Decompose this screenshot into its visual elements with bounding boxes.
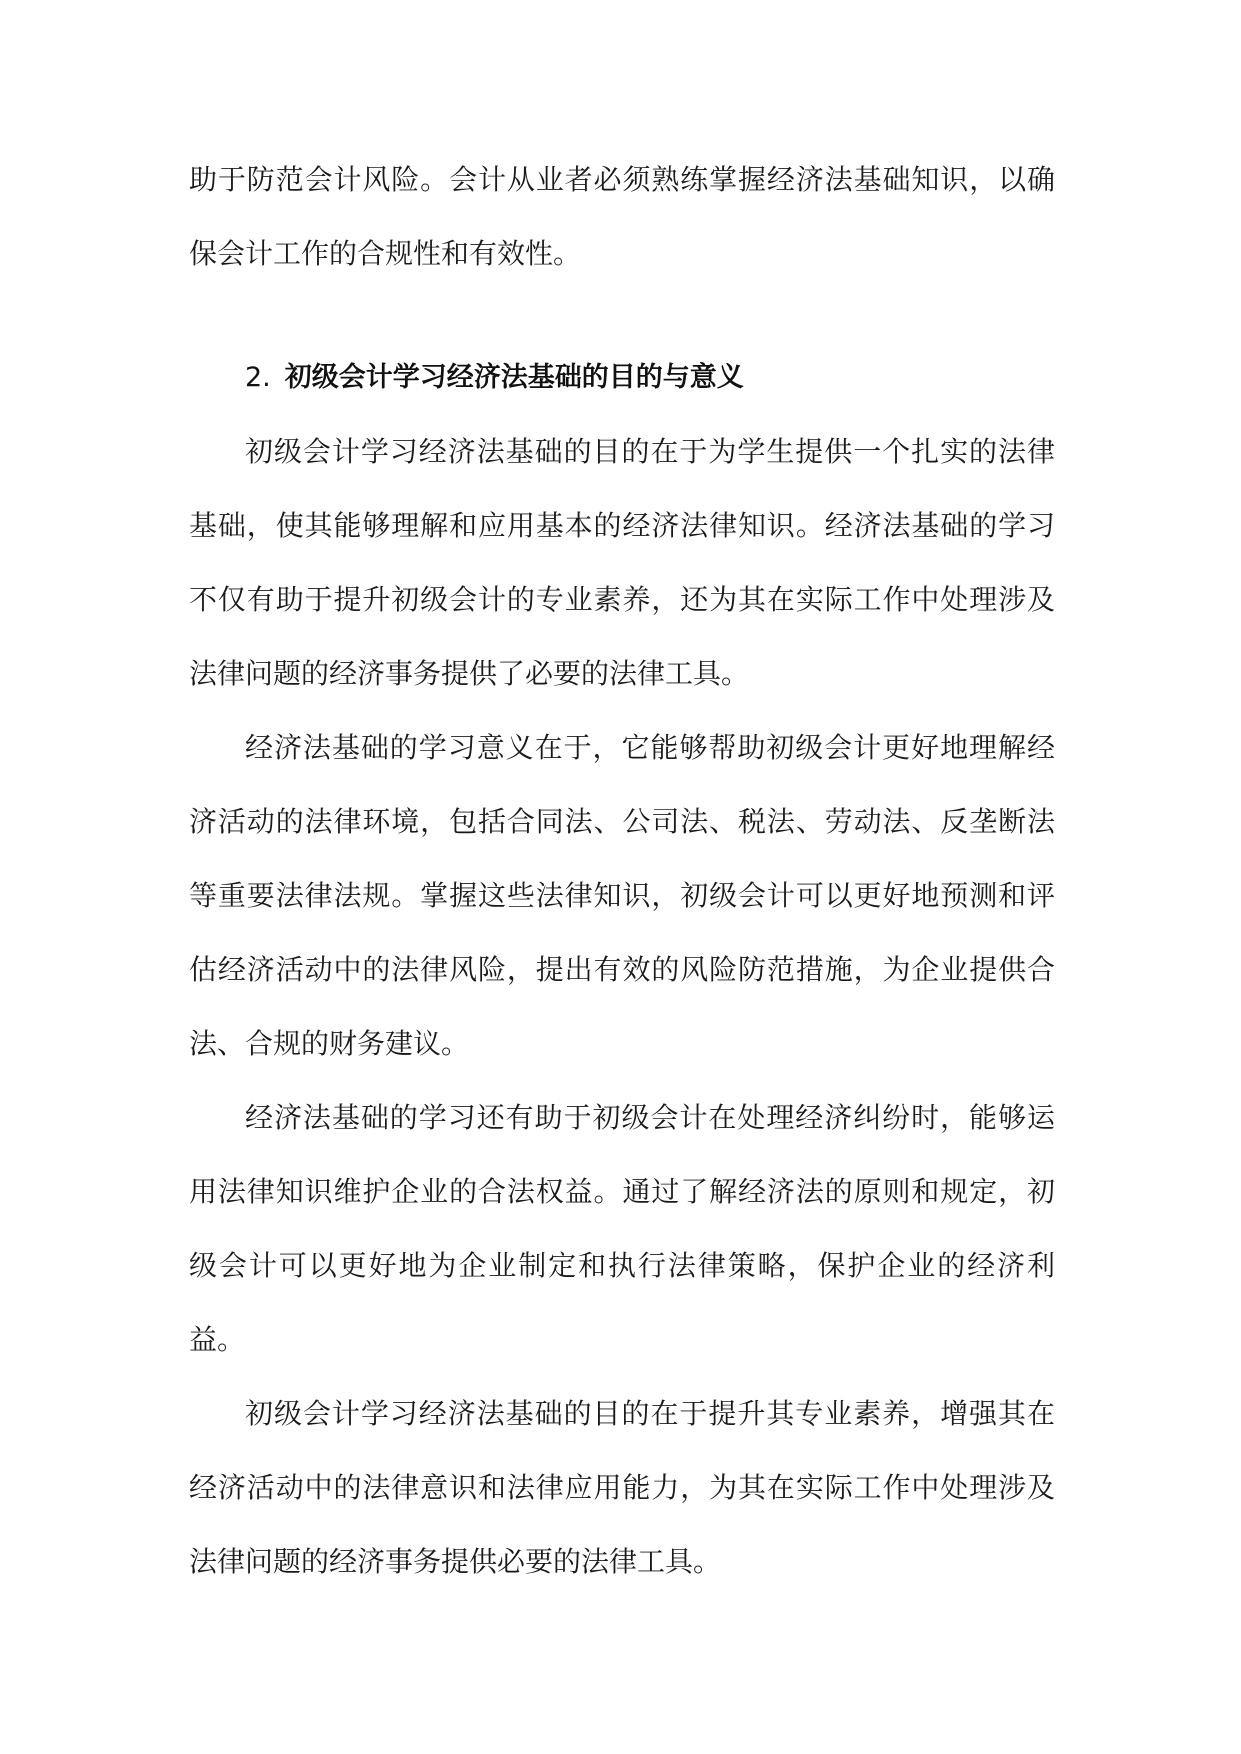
- body-paragraph-2: 经济法基础的学习意义在于，它能够帮助初级会计更好地理解经济活动的法律环境，包括合同法、公司法、税法、劳动法、反垄断法等重要法律法规。掌握这些法律知识，初级会计可以更好地预测和评估经济活动中的法律风险，提出有效的风险防范措施，为企业提供合法、合规的财务建议。: [189, 731, 1055, 1060]
- section-spacer: [189, 291, 1055, 341]
- section-heading: [189, 341, 1055, 415]
- body-paragraph-3: 经济法基础的学习还有助于初级会计在处理经济纠纷时，能够运用法律知识维护企业的合法权益。通过了解经济法的原则和规定，初级会计可以更好地为企业制定和执行法律策略，保护企业的经济利益。: [189, 1101, 1055, 1356]
- document-body: [189, 143, 1055, 1599]
- section-title: 初级会计学习经济法基础的目的与意义: [284, 362, 744, 393]
- body-paragraph-4: 初级会计学习经济法基础的目的在于提升其专业素养，增强其在经济活动中的法律意识和法律应用能力，为其在实际工作中处理涉及法律问题的经济事务提供必要的法律工具。: [189, 1397, 1055, 1578]
- intro-paragraph: 助于防范会计风险。会计从业者必须熟练掌握经济法基础知识，以确保会计工作的合规性和有效性。: [189, 163, 1055, 270]
- section-number: 2.: [245, 362, 271, 393]
- body-paragraph-1: 初级会计学习经济法基础的目的在于为学生提供一个扎实的法律基础，使其能够理解和应用基本的经济法律知识。经济法基础的学习不仅有助于提升初级会计的专业素养，还为其在实际工作中处理涉及法律问题的经济事务提供了必要的法律工具。: [189, 435, 1055, 690]
